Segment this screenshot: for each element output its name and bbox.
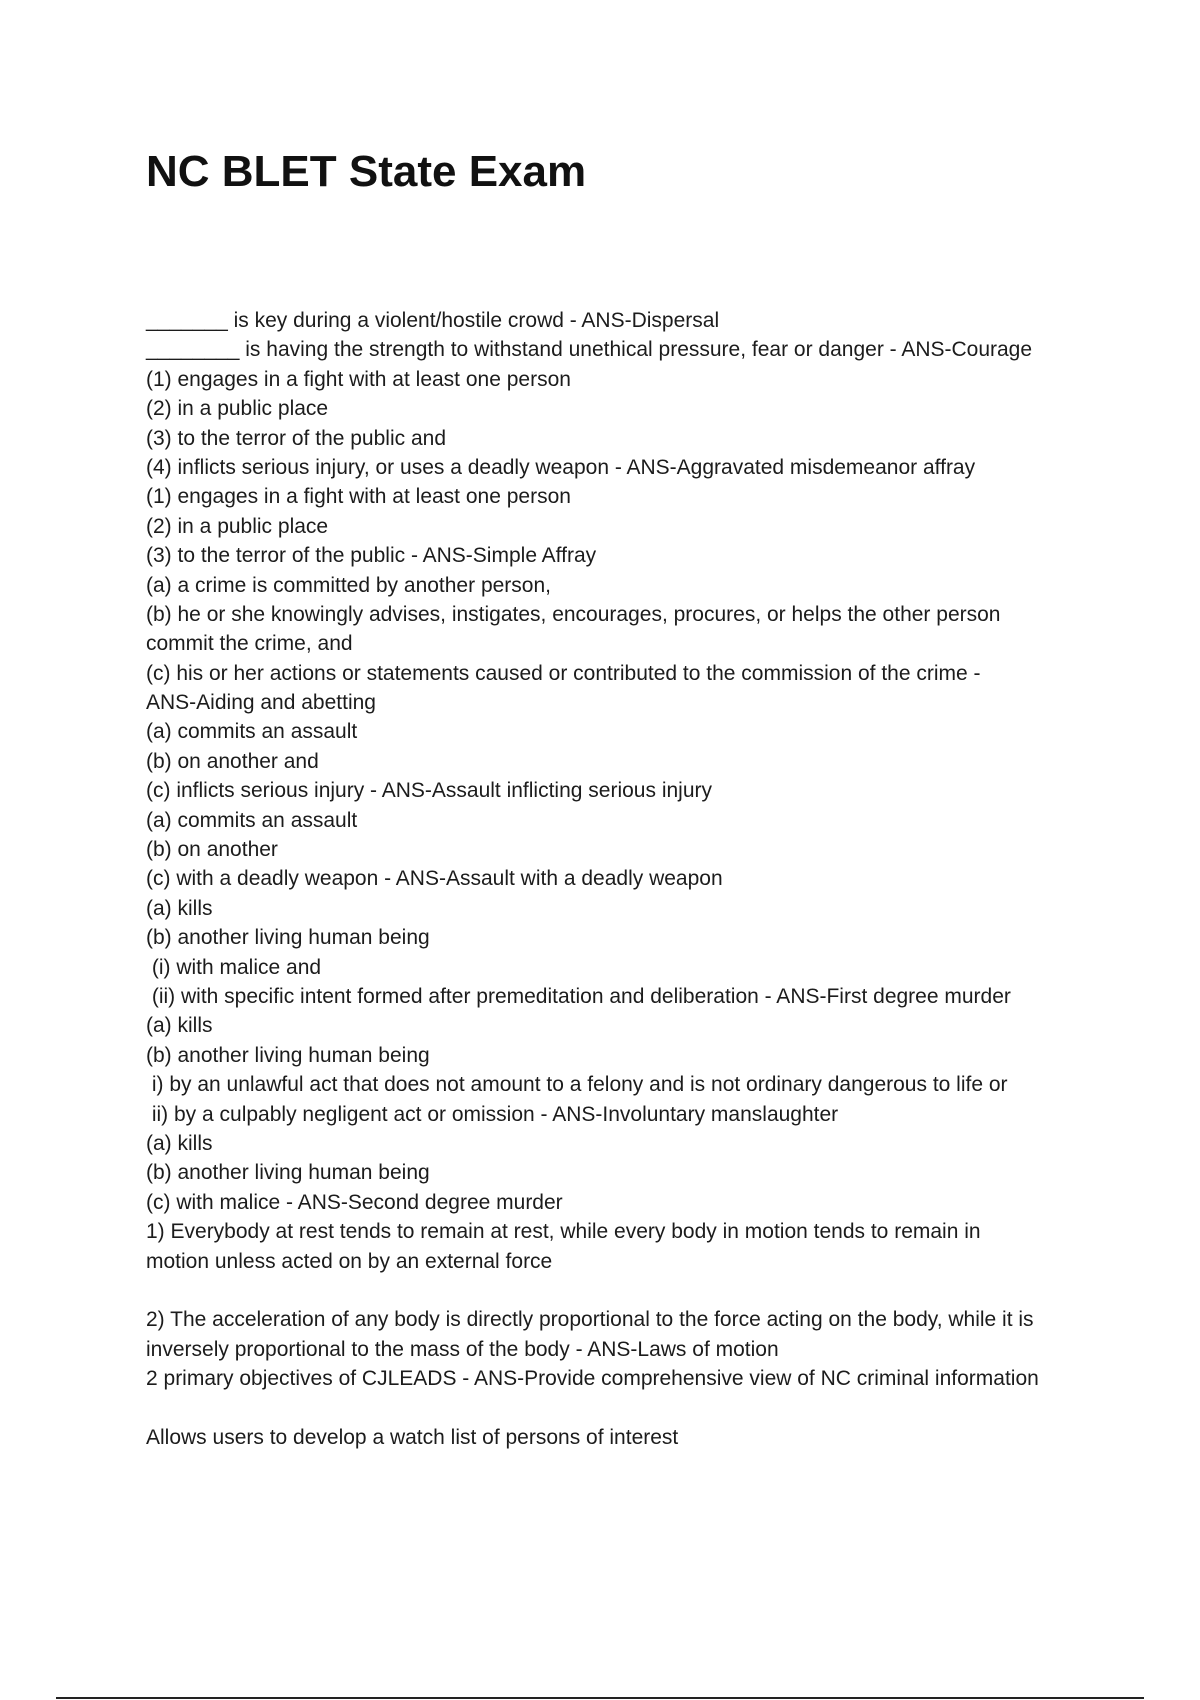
text-line: (b) another living human being <box>146 1161 430 1185</box>
text-line: (a) kills <box>146 1014 213 1038</box>
text-line: 2) The acceleration of any body is directly proportional to the force acting on the body, while it is <box>146 1308 1034 1332</box>
text-line: (a) a crime is committed by another person, <box>146 573 551 597</box>
text-line: _______ is key during a violent/hostile crowd - ANS-Dispersal <box>146 309 720 332</box>
text-line: 1) Everybody at rest tends to remain at rest, while every body in motion tends to remain in <box>146 1220 981 1244</box>
text-line: ii) by a culpably negligent act or omission - ANS-Involuntary manslaughter <box>146 1102 839 1126</box>
text-line: (4) inflicts serious injury, or uses a deadly weapon - ANS-Aggravated misdemeanor affray <box>146 455 976 479</box>
page-title: NC BLET State Exam <box>146 147 587 196</box>
text-line: (3) to the terror of the public and <box>146 426 446 450</box>
text-line: motion unless acted on by an external force <box>146 1249 553 1273</box>
text-line: (1) engages in a fight with at least one person <box>146 485 571 509</box>
exam-question-list <box>146 306 1106 1452</box>
text-line: ________ is having the strength to withstand unethical pressure, fear or danger - ANS-Courage <box>146 338 1033 362</box>
text-line: (b) another living human being <box>146 926 430 950</box>
text-line: (b) he or she knowingly advises, instigates, encourages, procures, or helps the other person <box>146 602 1001 626</box>
text-line: (i) with malice and <box>146 955 322 979</box>
footer-divider <box>56 1697 1144 1699</box>
text-line: (a) commits an assault <box>146 808 358 832</box>
text-line: (2) in a public place <box>146 397 329 421</box>
text-line: 2 primary objectives of CJLEADS - ANS-Provide comprehensive view of NC criminal information <box>146 1367 1039 1391</box>
text-line: (ii) with specific intent formed after premeditation and deliberation - ANS-First degree murder <box>146 984 1011 1008</box>
text-line: (c) his or her actions or statements caused or contributed to the commission of the crime - <box>146 661 981 685</box>
text-line: (3) to the terror of the public - ANS-Simple Affray <box>146 544 597 568</box>
blank-line <box>146 1276 1106 1305</box>
blank-line <box>146 1393 1106 1422</box>
text-line: (b) on another and <box>146 749 319 773</box>
text-line: (b) another living human being <box>146 1043 430 1067</box>
text-line: i) by an unlawful act that does not amount to a felony and is not ordinary dangerous to life or <box>146 1073 1008 1097</box>
text-line: (a) kills <box>146 896 213 920</box>
text-line: (c) with a deadly weapon - ANS-Assault with a deadly weapon <box>146 867 723 891</box>
text-line: ANS-Aiding and abetting <box>146 691 376 715</box>
text-line: (c) inflicts serious injury - ANS-Assault inflicting serious injury <box>146 779 713 803</box>
text-line: Allows users to develop a watch list of persons of interest <box>146 1425 679 1449</box>
text-line: (1) engages in a fight with at least one person <box>146 367 571 391</box>
text-line: inversely proportional to the mass of the body - ANS-Laws of motion <box>146 1337 779 1361</box>
text-line: (a) kills <box>146 1131 213 1155</box>
text-line: (c) with malice - ANS-Second degree murder <box>146 1190 563 1214</box>
text-line: (a) commits an assault <box>146 720 358 744</box>
text-line: (b) on another <box>146 838 278 862</box>
text-line: commit the crime, and <box>146 632 353 656</box>
text-line: (2) in a public place <box>146 514 329 538</box>
